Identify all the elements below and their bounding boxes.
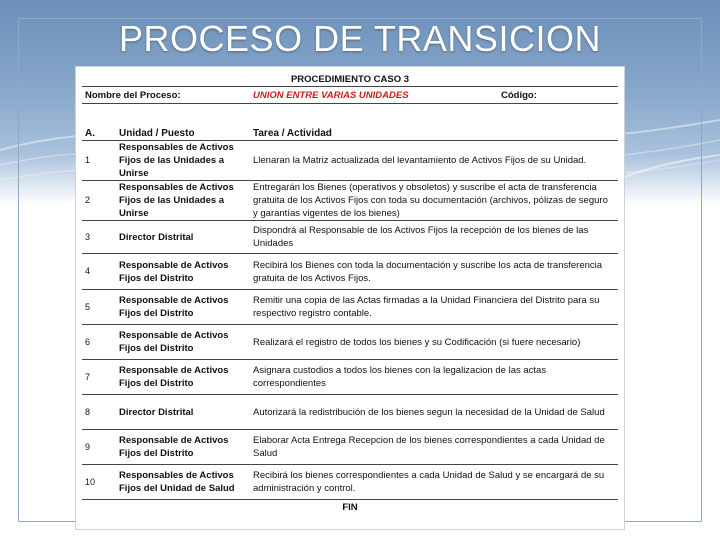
code-label: Código:: [498, 87, 618, 104]
row-task: Dispondrá al Responsable de los Activos Fijos la recepción de los bienes de las Unidades: [250, 221, 618, 254]
table-row: [82, 360, 618, 395]
table-row: [82, 141, 618, 181]
row-task: Elaborar Acta Entrega Recepcion de los bienes correspondientes a cada Unidad de Salud: [250, 430, 618, 465]
row-unit: Responsables de Activos Fijos del Unidad de Salud: [116, 465, 250, 500]
table-row: [82, 181, 618, 221]
process-name: UNION ENTRE VARIAS UNIDADES: [250, 87, 498, 104]
slide-title: PROCESO DE TRANSICION: [119, 18, 601, 59]
row-number: 7: [82, 360, 116, 395]
table-row: [82, 395, 618, 430]
row-task: Recibirá los bienes correspondientes a cada Unidad de Salud y se encargará de su administración y control.: [250, 465, 618, 500]
table-row: [82, 221, 618, 254]
row-task: Recibirá los Bienes con toda la documentación y suscribe los acta de transferencia gratuita de los Activos Fijos.: [250, 254, 618, 290]
row-unit: Responsables de Activos Fijos de las Unidades a Unirse: [116, 181, 250, 221]
spacer-row: [82, 104, 618, 127]
row-number: 5: [82, 290, 116, 325]
row-number: 1: [82, 141, 116, 181]
table-row: [82, 290, 618, 325]
row-number: 6: [82, 325, 116, 360]
table-row: [82, 325, 618, 360]
row-task: Asignara custodios a todos los bienes con la legalizacion de las actas correspondientes: [250, 360, 618, 395]
row-unit: Responsable de Activos Fijos del Distrito: [116, 360, 250, 395]
row-number: 8: [82, 395, 116, 430]
procedure-document: [76, 67, 624, 529]
row-number: 9: [82, 430, 116, 465]
document-footer: FIN: [342, 501, 358, 513]
row-unit: Responsables de Activos Fijos de las Unidades a Unirse: [116, 141, 250, 181]
row-task: Realizará el registro de todos los bienes y su Codificación (si fuere necesario): [250, 325, 618, 360]
row-task: Llenaran la Matriz actualizada del levantamiento de Activos Fijos de su Unidad.: [250, 141, 618, 181]
document-header: PROCEDIMIENTO CASO 3: [82, 73, 618, 87]
process-label: Nombre del Proceso:: [82, 87, 250, 104]
row-unit: Responsable de Activos Fijos del Distrito: [116, 325, 250, 360]
column-header-number: A.: [82, 126, 116, 141]
row-number: 10: [82, 465, 116, 500]
table-row: [82, 254, 618, 290]
column-header-task: Tarea / Actividad: [250, 126, 618, 141]
row-number: 3: [82, 221, 116, 254]
row-task: Autorizará la redistribución de los bienes segun la necesidad de la Unidad de Salud: [250, 395, 618, 430]
row-task: Entregarán los Bienes (operativos y obsoletos) y suscribe el acta de transferencia gratuita de los Activos Fijos con toda su documentación (archivos, pólizas de seguro y garantías vigentes de los bienes): [250, 181, 618, 221]
row-unit: Responsable de Activos Fijos del Distrito: [116, 430, 250, 465]
row-number: 2: [82, 181, 116, 221]
row-number: 4: [82, 254, 116, 290]
row-task: Remitir una copia de las Actas firmadas a la Unidad Financiera del Distrito para su respectivo registro contable.: [250, 290, 618, 325]
row-unit: Responsable de Activos Fijos del Distrito: [116, 290, 250, 325]
table-row: [82, 430, 618, 465]
row-unit: Director Distrital: [116, 221, 250, 254]
procedure-table: [82, 73, 618, 514]
row-unit: Director Distrital: [116, 395, 250, 430]
row-unit: Responsable de Activos Fijos del Distrito: [116, 254, 250, 290]
column-header-unit: Unidad / Puesto: [116, 126, 250, 141]
table-row: [82, 465, 618, 500]
